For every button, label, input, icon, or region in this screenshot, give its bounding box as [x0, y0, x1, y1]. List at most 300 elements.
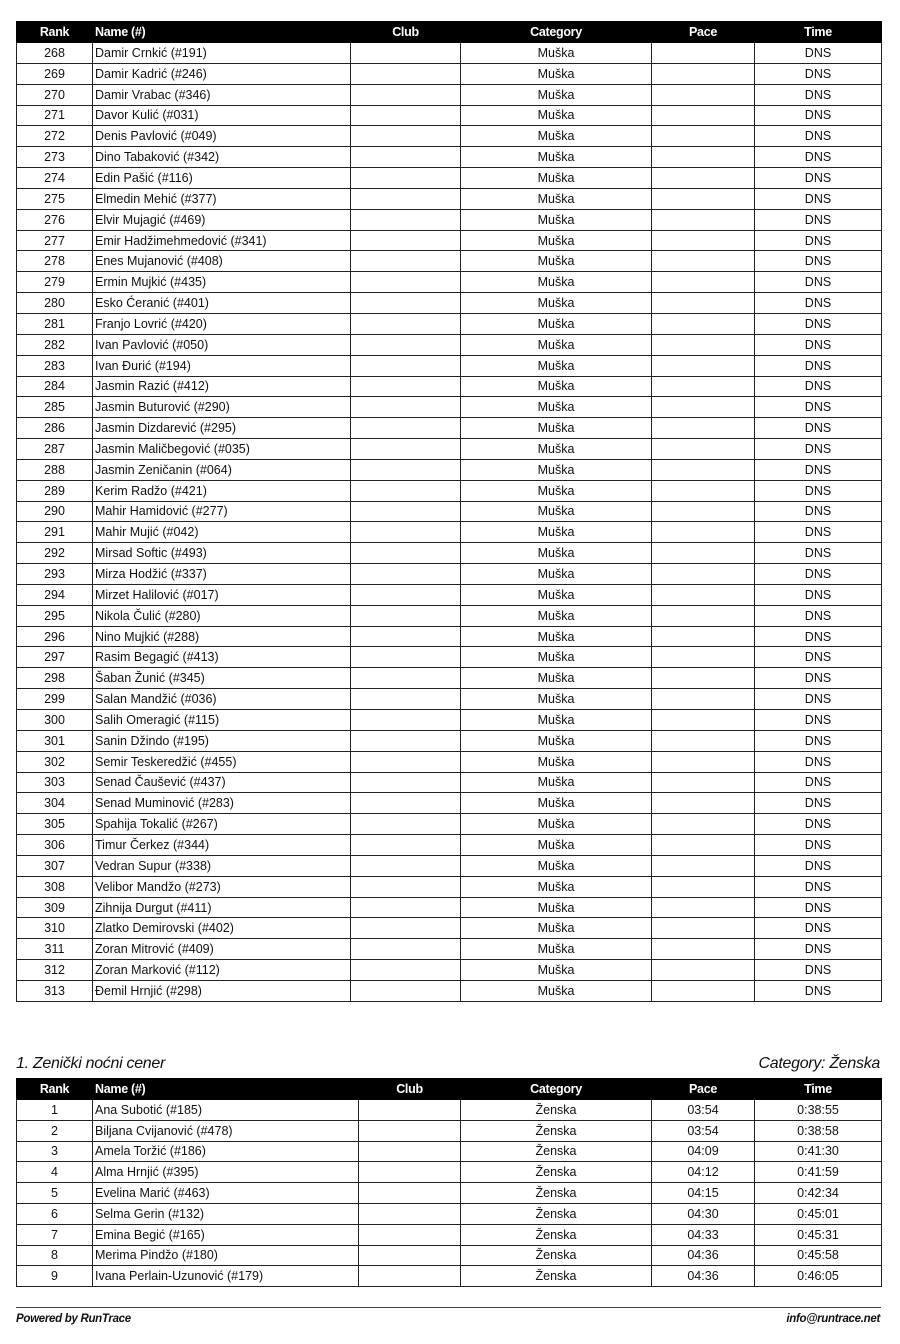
cell-pace — [652, 105, 755, 126]
cell-time: DNS — [755, 564, 882, 585]
cell-time: DNS — [755, 480, 882, 501]
cell-club — [351, 313, 461, 334]
cell-rank: 305 — [17, 814, 93, 835]
cell-time: DNS — [755, 147, 882, 168]
cell-rank: 284 — [17, 376, 93, 397]
cell-category: Muška — [461, 147, 652, 168]
table-row — [17, 188, 882, 209]
cell-rank: 282 — [17, 334, 93, 355]
cell-name: Zoran Mitrović (#409) — [93, 939, 351, 960]
cell-category: Muška — [461, 980, 652, 1001]
cell-category: Muška — [461, 168, 652, 189]
cell-time: DNS — [755, 980, 882, 1001]
cell-time: DNS — [755, 376, 882, 397]
cell-name: Esko Ćeranić (#401) — [93, 293, 351, 314]
cell-time: DNS — [755, 876, 882, 897]
cell-rank: 294 — [17, 584, 93, 605]
cell-name: Ermin Mujkić (#435) — [93, 272, 351, 293]
cell-category: Ženska — [461, 1141, 652, 1162]
cell-category: Muška — [461, 730, 652, 751]
cell-club — [351, 355, 461, 376]
cell-club — [351, 43, 461, 64]
cell-name: Elmedin Mehić (#377) — [93, 188, 351, 209]
cell-club — [351, 730, 461, 751]
cell-rank: 274 — [17, 168, 93, 189]
cell-category: Muška — [461, 647, 652, 668]
cell-time: DNS — [755, 835, 882, 856]
footer-divider — [16, 1307, 881, 1308]
cell-name: Jasmin Razić (#412) — [93, 376, 351, 397]
column-header-rank: Rank — [17, 22, 93, 43]
cell-club — [351, 793, 461, 814]
cell-pace: 04:30 — [652, 1203, 755, 1224]
table-row — [17, 1203, 882, 1224]
table-row — [17, 668, 882, 689]
cell-rank: 271 — [17, 105, 93, 126]
cell-time: DNS — [755, 126, 882, 147]
cell-time: DNS — [755, 647, 882, 668]
cell-name: Velibor Mandžo (#273) — [93, 876, 351, 897]
cell-name: Zoran Marković (#112) — [93, 960, 351, 981]
cell-club — [351, 230, 461, 251]
column-header-club: Club — [359, 1079, 461, 1100]
table-row — [17, 855, 882, 876]
cell-pace: 04:15 — [652, 1183, 755, 1204]
cell-club — [351, 751, 461, 772]
cell-club — [351, 480, 461, 501]
cell-pace — [652, 439, 755, 460]
cell-category: Muška — [461, 918, 652, 939]
cell-category: Muška — [461, 230, 652, 251]
cell-pace — [652, 564, 755, 585]
cell-name: Enes Mujanović (#408) — [93, 251, 351, 272]
cell-category: Ženska — [461, 1100, 652, 1121]
cell-rank: 304 — [17, 793, 93, 814]
cell-time: DNS — [755, 313, 882, 334]
table-row — [17, 564, 882, 585]
cell-name: Amela Toržić (#186) — [93, 1141, 359, 1162]
cell-name: Salan Mandžić (#036) — [93, 689, 351, 710]
cell-rank: 302 — [17, 751, 93, 772]
cell-rank: 295 — [17, 605, 93, 626]
cell-category: Muška — [461, 209, 652, 230]
cell-pace — [652, 730, 755, 751]
cell-time: DNS — [755, 84, 882, 105]
cell-pace — [652, 188, 755, 209]
cell-name: Zlatko Demirovski (#402) — [93, 918, 351, 939]
cell-rank: 301 — [17, 730, 93, 751]
cell-club — [351, 897, 461, 918]
cell-name: Jasmin Dizdarević (#295) — [93, 418, 351, 439]
cell-pace — [652, 522, 755, 543]
table-row — [17, 334, 882, 355]
cell-club — [351, 543, 461, 564]
table-row — [17, 980, 882, 1001]
cell-pace: 04:36 — [652, 1245, 755, 1266]
cell-pace — [652, 689, 755, 710]
column-header-category: Category — [461, 22, 652, 43]
cell-club — [351, 814, 461, 835]
cell-category: Muška — [461, 334, 652, 355]
table-row — [17, 63, 882, 84]
cell-name: Jasmin Zeničanin (#064) — [93, 459, 351, 480]
cell-time: DNS — [755, 793, 882, 814]
table-row — [17, 1245, 882, 1266]
cell-name: Zihnija Durgut (#411) — [93, 897, 351, 918]
cell-time: DNS — [755, 897, 882, 918]
cell-time: DNS — [755, 710, 882, 731]
table-row — [17, 1120, 882, 1141]
cell-name: Šaban Žunić (#345) — [93, 668, 351, 689]
cell-category: Muška — [461, 105, 652, 126]
cell-time: DNS — [755, 459, 882, 480]
cell-name: Nino Mujkić (#288) — [93, 626, 351, 647]
cell-category: Muška — [461, 855, 652, 876]
table-row — [17, 710, 882, 731]
cell-pace — [652, 334, 755, 355]
cell-category: Ženska — [461, 1203, 652, 1224]
cell-name: Denis Pavlović (#049) — [93, 126, 351, 147]
results-table-zenska — [16, 1078, 882, 1287]
table-row — [17, 84, 882, 105]
cell-club — [351, 418, 461, 439]
cell-club — [351, 522, 461, 543]
cell-pace: 03:54 — [652, 1100, 755, 1121]
table-row — [17, 1141, 882, 1162]
column-header-time: Time — [755, 22, 882, 43]
table-row — [17, 251, 882, 272]
column-header-club: Club — [351, 22, 461, 43]
cell-pace — [652, 418, 755, 439]
cell-club — [351, 209, 461, 230]
cell-club — [359, 1203, 461, 1224]
cell-time: DNS — [755, 751, 882, 772]
table-row — [17, 480, 882, 501]
cell-pace — [652, 63, 755, 84]
cell-name: Mahir Mujić (#042) — [93, 522, 351, 543]
cell-pace — [652, 647, 755, 668]
cell-category: Muška — [461, 522, 652, 543]
cell-pace — [652, 209, 755, 230]
cell-time: 0:45:58 — [755, 1245, 882, 1266]
cell-club — [351, 397, 461, 418]
cell-time: DNS — [755, 522, 882, 543]
cell-rank: 306 — [17, 835, 93, 856]
cell-time: DNS — [755, 272, 882, 293]
cell-name: Mahir Hamidović (#277) — [93, 501, 351, 522]
cell-rank: 309 — [17, 897, 93, 918]
table-row — [17, 126, 882, 147]
table-row — [17, 459, 882, 480]
table-row — [17, 960, 882, 981]
column-header-name: Name (#) — [93, 1079, 359, 1100]
table-row — [17, 397, 882, 418]
cell-rank: 279 — [17, 272, 93, 293]
cell-time: 0:45:31 — [755, 1224, 882, 1245]
cell-club — [359, 1266, 461, 1287]
column-header-name: Name (#) — [93, 22, 351, 43]
table-row — [17, 939, 882, 960]
cell-club — [351, 584, 461, 605]
table-row — [17, 209, 882, 230]
cell-club — [359, 1183, 461, 1204]
table-row — [17, 626, 882, 647]
cell-time: DNS — [755, 855, 882, 876]
cell-club — [359, 1141, 461, 1162]
cell-club — [351, 835, 461, 856]
cell-pace — [652, 605, 755, 626]
cell-time: DNS — [755, 668, 882, 689]
cell-pace — [652, 272, 755, 293]
cell-rank: 8 — [17, 1245, 93, 1266]
cell-rank: 287 — [17, 439, 93, 460]
table-row — [17, 293, 882, 314]
cell-name: Ana Subotić (#185) — [93, 1100, 359, 1121]
table-row — [17, 584, 882, 605]
footer-email-link[interactable]: info@runtrace.net — [786, 1313, 880, 1325]
cell-rank: 2 — [17, 1120, 93, 1141]
cell-time: DNS — [755, 355, 882, 376]
cell-category: Muška — [461, 376, 652, 397]
cell-name: Mirza Hodžić (#337) — [93, 564, 351, 585]
cell-pace: 04:12 — [652, 1162, 755, 1183]
results-table-body — [17, 1100, 882, 1287]
cell-category: Muška — [461, 543, 652, 564]
cell-club — [351, 876, 461, 897]
cell-time: DNS — [755, 168, 882, 189]
cell-time: DNS — [755, 918, 882, 939]
cell-category: Muška — [461, 251, 652, 272]
cell-category: Muška — [461, 397, 652, 418]
table-row — [17, 730, 882, 751]
cell-time: 0:38:55 — [755, 1100, 882, 1121]
column-header-category: Category — [461, 1079, 652, 1100]
cell-time: DNS — [755, 939, 882, 960]
cell-name: Emina Begić (#165) — [93, 1224, 359, 1245]
cell-rank: 275 — [17, 188, 93, 209]
cell-club — [351, 939, 461, 960]
cell-category: Muška — [461, 584, 652, 605]
cell-club — [351, 710, 461, 731]
cell-time: DNS — [755, 772, 882, 793]
cell-club — [351, 772, 461, 793]
cell-pace — [652, 293, 755, 314]
cell-club — [351, 251, 461, 272]
cell-category: Ženska — [461, 1245, 652, 1266]
cell-club — [351, 668, 461, 689]
cell-rank: 288 — [17, 459, 93, 480]
cell-pace — [652, 710, 755, 731]
cell-pace — [652, 980, 755, 1001]
table-row — [17, 835, 882, 856]
cell-category: Muška — [461, 188, 652, 209]
cell-time: DNS — [755, 105, 882, 126]
cell-club — [359, 1245, 461, 1266]
table-row — [17, 1266, 882, 1287]
cell-rank: 6 — [17, 1203, 93, 1224]
cell-name: Timur Čerkez (#344) — [93, 835, 351, 856]
cell-rank: 292 — [17, 543, 93, 564]
cell-time: 0:45:01 — [755, 1203, 882, 1224]
cell-category: Muška — [461, 793, 652, 814]
cell-name: Damir Crnkić (#191) — [93, 43, 351, 64]
cell-club — [351, 293, 461, 314]
cell-pace — [652, 251, 755, 272]
cell-category: Muška — [461, 84, 652, 105]
table-row — [17, 439, 882, 460]
cell-category: Muška — [461, 814, 652, 835]
table-row — [17, 147, 882, 168]
cell-name: Ivan Pavlović (#050) — [93, 334, 351, 355]
cell-category: Muška — [461, 418, 652, 439]
cell-rank: 293 — [17, 564, 93, 585]
cell-rank: 300 — [17, 710, 93, 731]
cell-time: DNS — [755, 334, 882, 355]
table-row — [17, 168, 882, 189]
table-header-row — [17, 22, 882, 43]
cell-rank: 9 — [17, 1266, 93, 1287]
cell-category: Muška — [461, 772, 652, 793]
cell-time: DNS — [755, 230, 882, 251]
cell-rank: 297 — [17, 647, 93, 668]
cell-club — [351, 960, 461, 981]
cell-category: Muška — [461, 63, 652, 84]
table-row — [17, 793, 882, 814]
cell-rank: 308 — [17, 876, 93, 897]
cell-name: Mirsad Softic (#493) — [93, 543, 351, 564]
table-row — [17, 814, 882, 835]
cell-rank: 273 — [17, 147, 93, 168]
cell-name: Jasmin Buturović (#290) — [93, 397, 351, 418]
cell-rank: 269 — [17, 63, 93, 84]
cell-time: DNS — [755, 397, 882, 418]
cell-club — [351, 980, 461, 1001]
cell-name: Ivana Perlain-Uzunović (#179) — [93, 1266, 359, 1287]
footer-powered-by: Powered by RunTrace — [16, 1313, 131, 1325]
cell-pace — [652, 668, 755, 689]
table-row — [17, 1183, 882, 1204]
cell-rank: 289 — [17, 480, 93, 501]
cell-rank: 272 — [17, 126, 93, 147]
cell-pace: 03:54 — [652, 1120, 755, 1141]
cell-name: Biljana Cvijanović (#478) — [93, 1120, 359, 1141]
cell-rank: 270 — [17, 84, 93, 105]
section-title: 1. Zenički noćni cener — [16, 1055, 166, 1072]
cell-time: 0:38:58 — [755, 1120, 882, 1141]
cell-category: Muška — [461, 313, 652, 334]
cell-rank: 1 — [17, 1100, 93, 1121]
cell-rank: 5 — [17, 1183, 93, 1204]
column-header-pace: Pace — [652, 1079, 755, 1100]
cell-pace — [652, 313, 755, 334]
cell-time: DNS — [755, 251, 882, 272]
cell-rank: 311 — [17, 939, 93, 960]
cell-time: DNS — [755, 63, 882, 84]
cell-time: DNS — [755, 188, 882, 209]
cell-time: DNS — [755, 584, 882, 605]
cell-pace — [652, 772, 755, 793]
cell-pace — [652, 355, 755, 376]
cell-club — [351, 63, 461, 84]
cell-name: Jasmin Maličbegović (#035) — [93, 439, 351, 460]
table-row — [17, 647, 882, 668]
cell-name: Senad Muminović (#283) — [93, 793, 351, 814]
cell-club — [351, 855, 461, 876]
cell-pace — [652, 126, 755, 147]
cell-time: DNS — [755, 439, 882, 460]
table-header-row — [17, 1079, 882, 1100]
cell-rank: 296 — [17, 626, 93, 647]
cell-category: Muška — [461, 710, 652, 731]
table-row — [17, 543, 882, 564]
cell-club — [351, 147, 461, 168]
cell-category: Muška — [461, 897, 652, 918]
cell-rank: 286 — [17, 418, 93, 439]
cell-rank: 280 — [17, 293, 93, 314]
cell-club — [351, 501, 461, 522]
cell-name: Edin Pašić (#116) — [93, 168, 351, 189]
cell-time: DNS — [755, 814, 882, 835]
cell-category: Muška — [461, 355, 652, 376]
column-header-rank: Rank — [17, 1079, 93, 1100]
cell-name: Vedran Supur (#338) — [93, 855, 351, 876]
cell-rank: 283 — [17, 355, 93, 376]
table-row — [17, 1100, 882, 1121]
column-header-time: Time — [755, 1079, 882, 1100]
cell-name: Salih Omeragić (#115) — [93, 710, 351, 731]
table-row — [17, 1162, 882, 1183]
cell-pace — [652, 43, 755, 64]
cell-pace — [652, 230, 755, 251]
cell-pace — [652, 876, 755, 897]
cell-time: 0:41:59 — [755, 1162, 882, 1183]
table-row — [17, 876, 882, 897]
cell-time: DNS — [755, 626, 882, 647]
cell-pace — [652, 855, 755, 876]
cell-club — [351, 334, 461, 355]
cell-category: Muška — [461, 439, 652, 460]
cell-club — [351, 272, 461, 293]
cell-name: Mirzet Halilović (#017) — [93, 584, 351, 605]
cell-pace — [652, 147, 755, 168]
cell-category: Muška — [461, 459, 652, 480]
cell-category: Ženska — [461, 1120, 652, 1141]
cell-category: Muška — [461, 689, 652, 710]
cell-club — [351, 126, 461, 147]
cell-category: Muška — [461, 564, 652, 585]
cell-pace — [652, 459, 755, 480]
cell-time: DNS — [755, 293, 882, 314]
cell-rank: 303 — [17, 772, 93, 793]
cell-pace — [652, 835, 755, 856]
cell-category: Muška — [461, 835, 652, 856]
cell-club — [359, 1120, 461, 1141]
cell-pace — [652, 543, 755, 564]
cell-category: Muška — [461, 293, 652, 314]
cell-name: Davor Kulić (#031) — [93, 105, 351, 126]
cell-name: Franjo Lovrić (#420) — [93, 313, 351, 334]
cell-category: Muška — [461, 126, 652, 147]
cell-name: Emir Hadžimehmedović (#341) — [93, 230, 351, 251]
cell-rank: 313 — [17, 980, 93, 1001]
table-row — [17, 1224, 882, 1245]
cell-pace — [652, 751, 755, 772]
cell-time: DNS — [755, 43, 882, 64]
cell-category: Ženska — [461, 1183, 652, 1204]
cell-club — [351, 918, 461, 939]
cell-category: Muška — [461, 272, 652, 293]
cell-name: Rasim Begagić (#413) — [93, 647, 351, 668]
